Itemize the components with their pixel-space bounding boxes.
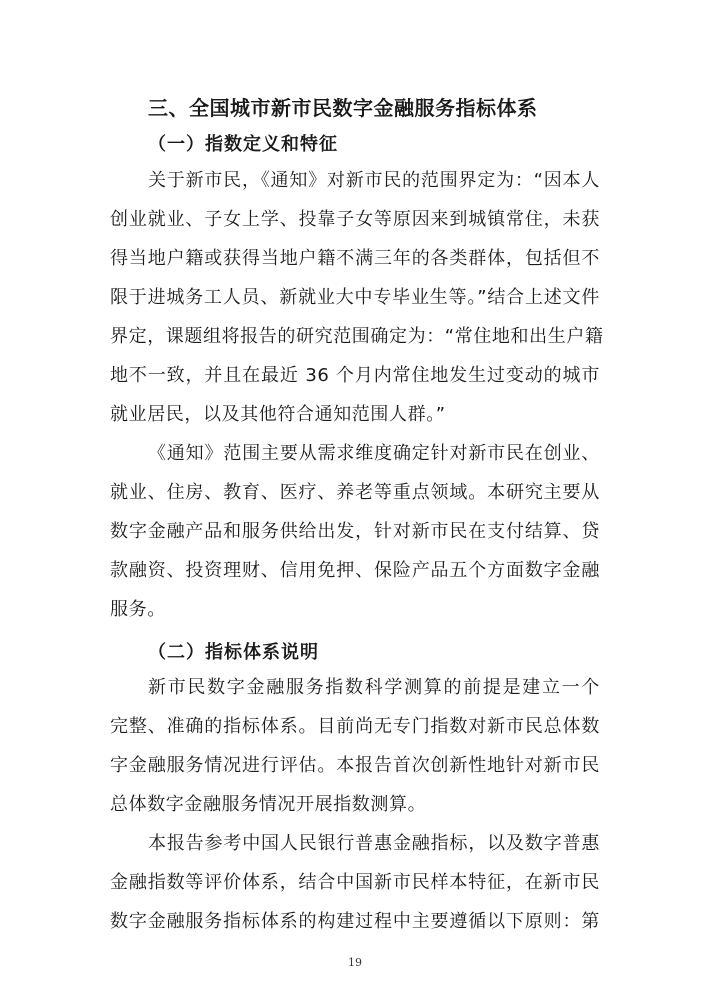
- s2-p1-line-2: 完整、准确的指标体系。目前尚无专门指数对新市民总体数: [110, 716, 600, 737]
- s1-p1-line-6: 地不一致，并且在最近 36 个月内常住地发生过变动的城市: [110, 365, 600, 386]
- s1-p1-line-5: 界定，课题组将报告的研究范围确定为：“常住地和出生户籍: [110, 326, 604, 347]
- s1-p1-line-1: 关于新市民，《通知》对新市民的范围界定为：“因本人: [148, 170, 600, 191]
- s2-p1-line-3: 字金融服务情况进行评估。本报告首次创新性地针对新市民: [110, 755, 600, 776]
- s1-p2-line-4: 款融资、投资理财、信用免押、保险产品五个方面数字金融: [110, 560, 600, 581]
- s1-p1-line-3: 得当地户籍或获得当地户籍不满三年的各类群体，包括但不: [110, 248, 600, 269]
- s1-p2-line-5: 服务。: [110, 599, 166, 620]
- s2-p2-line-3: 数字金融服务指标体系的构建过程中主要遵循以下原则：第: [110, 911, 600, 932]
- subsection-1-title: （一）指数定义和特征: [148, 134, 338, 155]
- subsection-2-title: （二）指标体系说明: [148, 642, 319, 663]
- s2-p2-line-2: 金融指数等评价体系，结合中国新市民样本特征，在新市民: [110, 872, 600, 893]
- s2-p1-line-4: 总体数字金融服务情况开展指数测算。: [110, 794, 427, 815]
- s2-p2-line-1: 本报告参考中国人民银行普惠金融指标，以及数字普惠: [148, 833, 600, 854]
- s1-p1-line-4: 限于进城务工人员、新就业大中专毕业生等。”结合上述文件: [110, 287, 600, 308]
- section-title: 三、全国城市新市民数字金融服务指标体系: [148, 96, 538, 120]
- page-number: 19: [348, 956, 362, 969]
- s2-p1-line-1: 新市民数字金融服务指数科学测算的前提是建立一个: [148, 677, 600, 698]
- s1-p1-line-7: 就业居民，以及其他符合通知范围人群。”: [110, 404, 446, 425]
- s1-p2-line-2: 就业、住房、教育、医疗、养老等重点领域。本研究主要从: [110, 482, 600, 503]
- s1-p1-line-2: 创业就业、子女上学、投靠子女等原因来到城镇常住，未获: [110, 209, 600, 230]
- s1-p2-line-3: 数字金融产品和服务供给出发，针对新市民在支付结算、贷: [110, 521, 600, 542]
- s1-p2-line-1: 《通知》范围主要从需求维度确定针对新市民在创业、: [148, 443, 600, 464]
